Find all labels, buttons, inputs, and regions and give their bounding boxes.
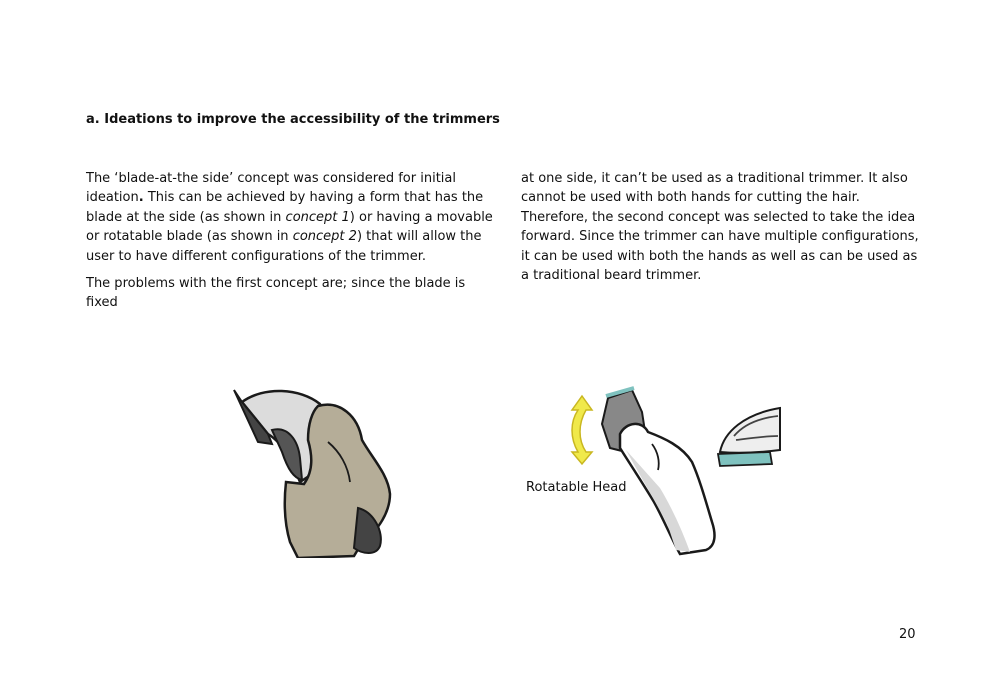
text-run: This can be achieved by having a form that has the blade at the side (as shown in — [86, 190, 484, 225]
hand — [620, 424, 714, 554]
concept-1-illustration — [228, 382, 396, 558]
alt-head-shell — [720, 408, 780, 453]
alt-head-blade — [718, 452, 772, 466]
page-number: 20 — [899, 627, 916, 642]
text-run: ) that will allow the user to have different configurations of the trimmer. — [86, 229, 482, 264]
paragraph-intro — [86, 169, 496, 266]
figure-caption-rotatable-head: Rotatable Head — [526, 480, 627, 495]
text-run: The ‘blade-at-the side’ concept was considered for initial ideation — [86, 171, 456, 206]
text-run-bold: . — [138, 190, 144, 206]
section-heading: a. Ideations to improve the accessibility of the trimmers — [86, 112, 500, 127]
concept-2-illustration — [560, 380, 790, 558]
paragraph-continuation: at one side, it can’t be used as a traditional trimmer. It also cannot be used with both hands for cutting the hair. Therefore, the second concept was selected to take the idea forward. Since the trimmer can have multiple configurations, it can be used with both the hands as well as can be used as a traditional beard trimmer. — [521, 171, 919, 284]
concept-1-reference: concept 1 — [285, 209, 350, 225]
rotation-arrow-icon — [572, 396, 592, 464]
paragraph-problems: The problems with the first concept are; since the blade is fixed — [86, 276, 466, 311]
text-column-left — [86, 169, 496, 321]
concept-2-reference: concept 2 — [292, 229, 357, 245]
text-run: ) or having a movable or rotatable blade (as shown in — [86, 209, 493, 245]
text-column-right — [521, 169, 921, 293]
